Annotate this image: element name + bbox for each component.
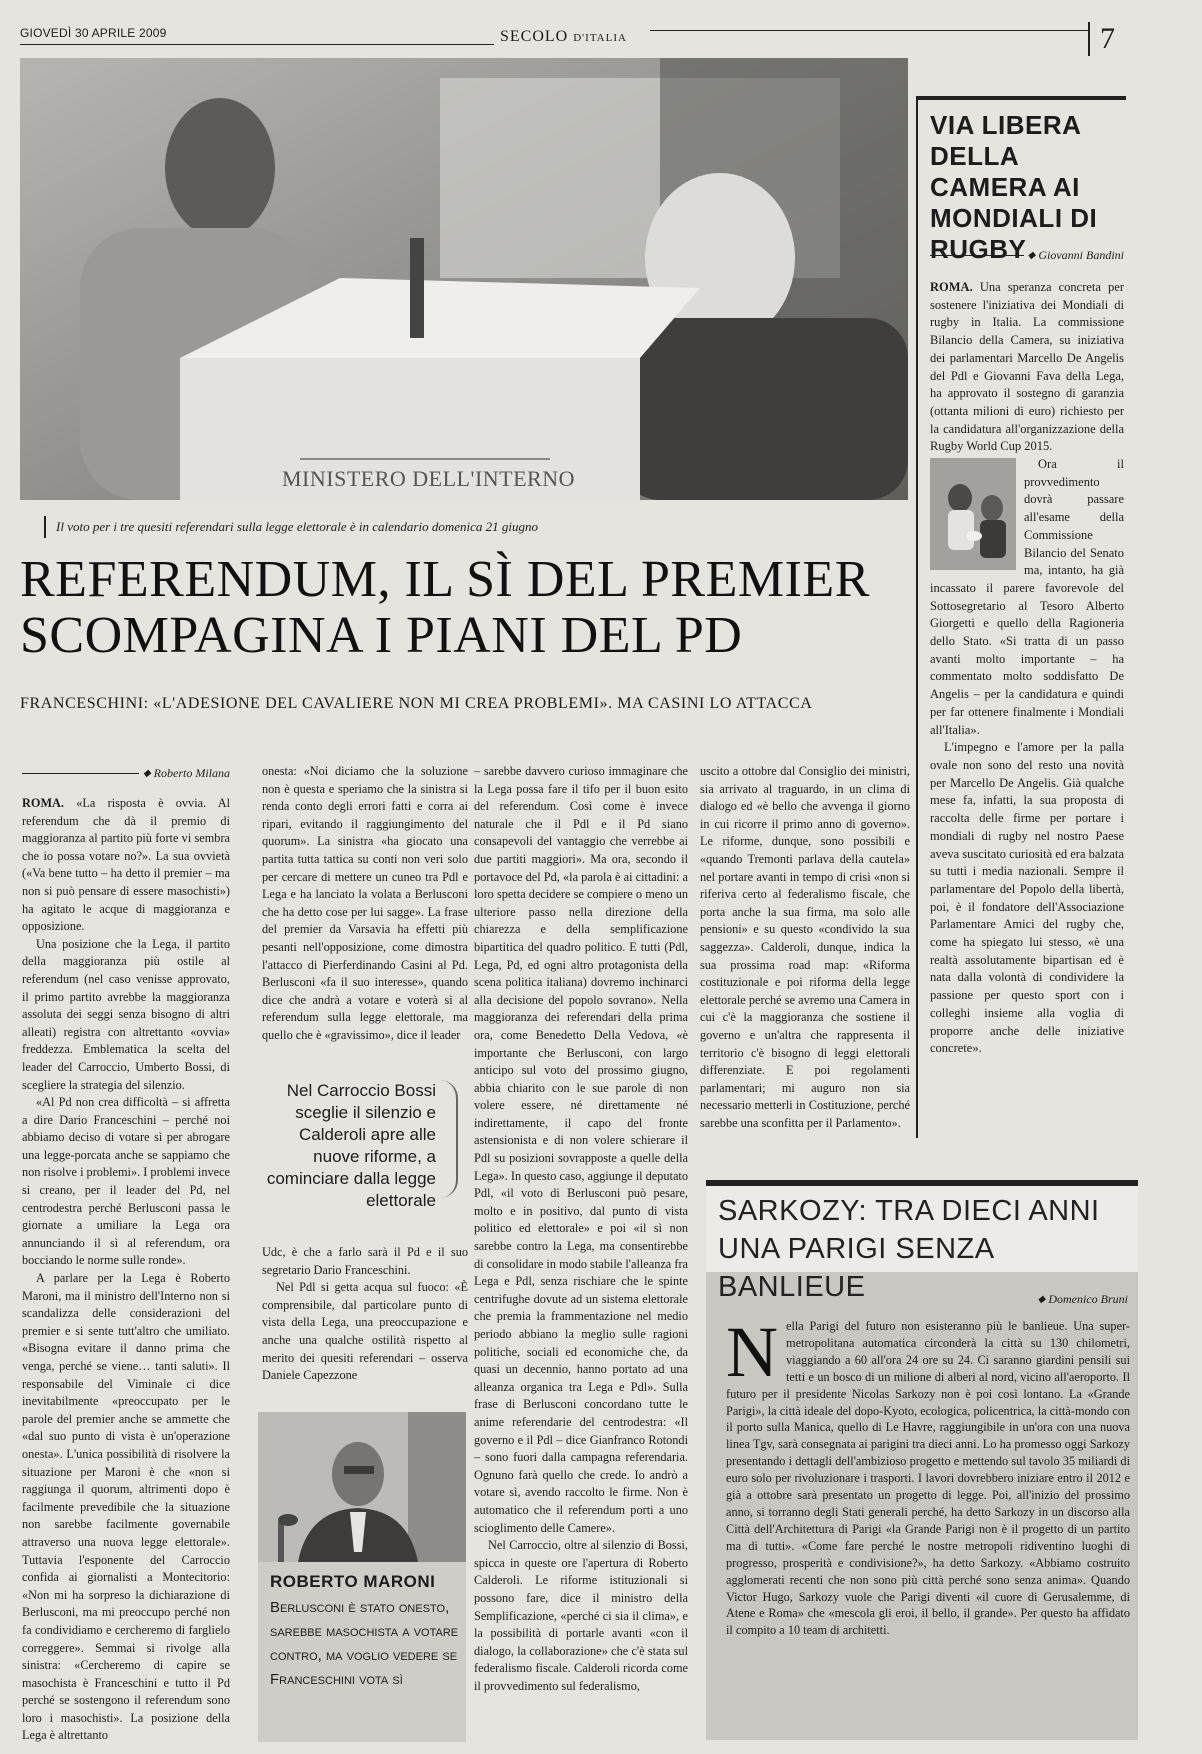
paragraph: Ora il provvedimento dovrà passare all'esame della Commissione Bilancio del Senato ma, intanto, ha già incassato il parere favorevole del Sottosegretario al Tesoro Alberto Giorgetti e quello della Ragioneria dello Stato. «Si tratta di un passo avanti molto importante – ha commentato molto soddisfatto De Angelis – per la candidatura e quindi per far ottenere finalmente i Mondiali all'Italia». xyxy=(930,457,1124,737)
maroni-portrait xyxy=(258,1412,466,1562)
sarkozy-byline xyxy=(726,1292,1128,1307)
pull-quote xyxy=(258,1080,458,1210)
paragraph: – sarebbe davvero curioso immaginare che la Lega possa fare il tifo per il buon esito del referendum. Così come è invece naturale che il Pdl e il Pd siano consapevoli del vantaggio che verrebbe ai due partiti maggiori». Ma ora, secondo il portavoce del Pd, «la parola è ai cittadini: a loro spetta decidere se compiere o meno un ulteriore passo nella direzione della chiarezza e della semplificazione bipartitica del quadro politico. E tutti (Pdl, Lega, Pd, ed ogni altro protagonista della scena politica italiana) dovremo inchinarci alla decisione del popolo sovrano». Nella maggioranza dei referendari della prima ora, come Benedetto Della Vedova, «è importante che Berlusconi, con largo anticipo sul voto del prossimo giugno, abbia chiarito con le sue parole di non volere essere, né direttamente né indirettamente, il capo del fronte astensionista e di non volere schierare il Pdl su posizioni sovrapposte a quelle della Lega». In questo caso, aggiunge il deputato Pdl, «il voto di Berlusconi può pesare, molto e in positivo, dal punto di vista politico ed elettorale» e poi «il sì non sarebbe contro la Lega, ma consentirebbe di consolidare in modo stabile l'alleanza fra Lega e Pdl, senza rischiare che le spinte centrifughe dovute ad un sistema elettorale che premia la frammentazione nel medio periodo abbiano la meglio sulle ragioni politiche, sociali ed economiche che, da quasi un decennio, hanno portato ad una alleanza organica tra Lega e Pdl». Sulla frase di Berlusconi concordano tutte le anime referendarie del centrodestra: «Il governo e il Pdl – dice Gianfranco Rotondi – sono fuori dalla campagna referendaria. Ognuno farà quello che crede. Io andrò a votare sì, avendo raccolto le firme. Non è automatico che il referendum porti a uno scioglimento delle Camere». xyxy=(474,764,688,1535)
diamond-icon: ◆ xyxy=(1037,1294,1046,1305)
paragraph: onesta: «Noi diciamo che la soluzione non è questa e speriamo che la sinistra si renda conto degli errori fatti e corra ai ripari, evitando il raggiungimento del quorum». La sinistra «ha giocato una partita tutta tattica su conti non veri solo per cercare di mettere un cuneo tra Pdl e Lega e ha lanciato la volata a Berlusconi che ha detto cose per lui sagge». La frase del premier da Varsavia ha effetti più pesanti nell'opposizione, come dimostra l'attacco di Pierferdinando Casini al Pd. Berlusconi «fa il suo interesse», quando dice che andrà a votare e voterà sì al referendum sulla legge elettorale, ma quello che è «gravissimo», dice il leader xyxy=(262,764,468,1042)
issue-date: GIOVEDÌ 30 APRILE 2009 xyxy=(20,26,167,40)
byline-rule xyxy=(930,255,1024,256)
rugby-sidebar xyxy=(916,96,1128,1136)
rugby-body xyxy=(930,279,1124,1135)
rugby-photo xyxy=(930,458,1016,570)
paragraph-text: «La risposta è ovvia. Al referendum che dà il premio di maggioranza al partito più forte vi sembra che io possa votare no?». La sua ovvietà («Va bene tutto – ha detto il premier – ma non si può pensare di essere masochisti») ha agitato le acque di maggioranza e opposizione. xyxy=(22,796,231,934)
newspaper-name-small: D'ITALIA xyxy=(573,32,627,44)
sarkozy-text: ella Parigi del futuro non esisteranno più le banlieue. Una super-metropolitana automatica circonderà la città su 130 chilometri, viaggiando a 60 all'ora 24 ore su 24. Ci saranno giardini pensili sui tetti e un bosco di un milione di alberi al nord, vicino all'aeroporto. Il futuro per il presidente Nicolas Sarkozy non è poi così lontano. La «Grande Parigi», la città ideale del dopo-Kyoto, ecologica, policentrica, la città-mondo con il porto sulla Manica, quello di Le Havre, raggiungibile in un'ora con una nuova linea Tgv, sarà consegnata ai parigini tra dieci anni. Lo ha promesso oggi Sarkozy presentando i dettagli dell'ambizioso progetto e mettendo sul tavolo 35 miliardi di euro solo per rivoluzionare i trasporti. I lavori dovrebbero iniziare entro il 2012 e già a ottobre sarà presentato un progetto di legge. Poi, all'inizio del prossimo anno, si torranno degli Stati generali perché, ha detto Sarkozy in un discorso alla Città dell'Architettura di Parigi «la Grande Parigi non è il progetto di un partito ma di tutti». «Come fare perché le nostre metropoli ridiventino luoghi di progresso, prosperità e condivisione?», ha detto Sarkozy. «Abbiamo costruito agglomerati recenti che non sono più città perché sono senza anima». Quando Victor Hugo, Sarkozy vuole che Parigi diventi «il cuore di Gerusalemme, di Atene e Roma» che «mescola gli eroi, il bello, il grande». Per questo ha affidato il compito a 10 team di architetti. xyxy=(726,1319,1130,1638)
dateline: ROMA. xyxy=(930,280,973,294)
paragraph: Una posizione che la Lega, il partito della maggioranza più ostile al referendum (nel caso venisse approvato, il primo partito avrebbe la maggioranza assoluta dei seggi senza bisogno di altri alleati) registra con altrettanto «ovvia» freddezza. Emblematica la scelta del leader del Carroccio, Umberto Bossi, di scegliere la strategia del silenzio. xyxy=(22,936,230,1092)
drop-cap: N xyxy=(726,1312,778,1392)
diamond-icon: ◆ xyxy=(142,768,151,779)
maroni-quote-box xyxy=(258,1412,466,1742)
newspaper-name xyxy=(500,28,627,46)
maroni-photo xyxy=(258,1412,466,1562)
paragraph: Nel Pdl si getta acqua sul fuoco: «È comprensibile, dal particolare punto di vista della Lega, una preoccupazione e anche una qualche ostilità rispetto al merito dei quesiti referendari – osserva Daniele Capezzone xyxy=(262,1280,468,1383)
masthead-rule-right xyxy=(650,30,1090,31)
paragraph xyxy=(22,795,230,936)
pull-quote-text: Nel Carroccio Bossi sceglie il silenzio e Calderoli apre alle nuove riforme, a cominciare dalla legge elettorale xyxy=(266,1081,436,1210)
article-column-2 xyxy=(262,763,468,1068)
paragraph: uscito a ottobre dal Consiglio dei ministri, sia arrivato al traguardo, in un clima di dialogo ed «è bello che avvenga il giorno in cui ricorre il primo anno di governo». Le riforme, dunque, sono possibili e «quando Tremonti parlava della cautela» nel portare avanti in tempo di crisi «non si riferiva certo al federalismo fiscale, che porta anche la sua firma, ma solo alle pensioni» e su questo «condivido la sua saggezza». Calderoli, dunque, indica la sua prossima road map: «Riforma costituzionale e poi riforma della legge elettorale perché se avremo una Camera in cui c'è la maggioranza che sostiene il governo e un'altra che rappresenta il territorio c'è bisogno di leggi elettorali differenziate. E poi regolamenti parlamentari; mi auguro non sia necessario metterli in Costituzione, perché sarebbe una sconfitta per il Parlamento». xyxy=(700,764,910,1130)
ballot-box-label: MINISTERO DELL'INTERNO xyxy=(282,466,575,491)
article-column-1 xyxy=(22,795,231,1743)
rugby-headline: VIA LIBERA DELLA CAMERA AI MONDIALI DI RUGBY xyxy=(930,110,1098,264)
article-column-3 xyxy=(474,763,688,1735)
masthead-rule xyxy=(20,44,494,45)
paragraph: A parlare per la Lega è Roberto Maroni, ma il ministro dell'Interno non si scandalizza delle considerazioni del premier e si sente tutt'altro che umiliato. «Bisogna evitare il danno prima che venga, perché se viene… tanti saluti». Il responsabile del Viminale ci dice inevitabilmente «preoccupato per le parole del premier anche se ammette che «dal suo punto di vista è un'operazione onesta». L'unica possibilità di risolvere la situazione per Maroni è che «non si raggiunga il quorum, altrimenti dopo è facilmente prevedibile che la situazione non sarebbe facilmente governabile attraverso una nuova legge elettorale». Tuttavia l'esponente del Carroccio confida ai giornalisti a Montecitorio: «Non mi ha sorpreso la dichiarazione di Berlusconi, ma mi preoccupo perché non fa condividiamo e cercheremo di farglielo correggere». Semmai si rivolge alla sinistra: «Cercheremo di capire se masochista è Franceschini e tutto il Pd perché se sostengono il referendum sono loro i masochisti». La posizione della Lega è altrettanto xyxy=(22,1271,230,1743)
masthead xyxy=(20,20,1120,54)
diamond-icon: ◆ xyxy=(1027,250,1036,261)
ballot-photo xyxy=(20,58,908,500)
article-byline xyxy=(22,766,230,781)
sidebar-left-rule xyxy=(916,96,918,1138)
sidebar-top-rule xyxy=(916,96,1126,100)
photo-caption: Il voto per i tre quesiti referendari sulla legge elettorale è in calendario domenica 21 giugno xyxy=(44,516,538,538)
headline-line-1: REFERENDUM, IL SÌ DEL PREMIER xyxy=(20,551,870,608)
maroni-name: ROBERTO MARONI xyxy=(270,1572,436,1591)
rugby-byline xyxy=(930,248,1124,263)
author-name: Domenico Bruni xyxy=(1048,1292,1128,1306)
article-column-2-continued xyxy=(262,1244,468,1404)
headline-line-2: SCOMPAGINA I PIANI DEL PD xyxy=(20,607,743,664)
dateline: ROMA. xyxy=(22,796,65,810)
ballot-photo-illustration xyxy=(20,58,908,500)
rugby-players-illustration xyxy=(930,458,1016,570)
sarkozy-headline-line-2: UNA PARIGI SENZA BANLIEUE xyxy=(718,1233,993,1303)
main-headline xyxy=(20,552,920,664)
paragraph: L'impegno e l'amore per la palla ovale non sono del resto una novità per Marcello De Angelis. Già qualche mese fa, infatti, la sua proposta di raccolta delle firme per portare i mondiali di rugby nel nostro Paese aveva suscitato curiosità ed era balzata su tutti i media nazionali. Sempre il parlamentare del Popolo della libertà, poi, è il fondatore dell'Associazione Parlamentare Amici del rugby che, come ha spiegato lui stesso, «è una realtà assolutamente bipartisan ed è nata dalla volontà di condividere la passione per questo sport con i colleghi insieme alla voglia di proporre anche delle iniziative concrete». xyxy=(930,740,1125,1056)
paragraph: «Al Pd non crea difficoltà – si affretta a dire Dario Franceschini – perché noi abbiamo deciso di votare sì per abrogare una legge-porcata anche se sappiamo che non risolve i problemi». I problemi invece si creano, per il leader del Pd, nel centrodestra perché Berlusconi passa le giornate a umiliare la Lega ora annunciando il sì al referendum, ora bocciando le norme sulle ronde». xyxy=(22,1095,230,1268)
sarkozy-headline xyxy=(718,1192,1138,1306)
paragraph-text: Una speranza concreta per sostenere l'iniziativa dei Mondiali di rugby in Italia. La commissione Bilancio della Camera, su iniziativa dei parlamentari Marcello De Angelis del Pdl e Giovanni Fava della Lega, ha approvato il sostegno di garanzia (ottanta milioni di euro) richiesto per la candidatura all'organizzazione della Rugby World Cup 2015. xyxy=(930,280,1125,454)
byline-rule xyxy=(22,773,139,774)
sarkozy-box xyxy=(706,1180,1138,1740)
author-name: Roberto Milana xyxy=(153,766,230,780)
sarkozy-headline-line-1: SARKOZY: TRA DIECI ANNI xyxy=(718,1195,1100,1227)
subheadline: FRANCESCHINI: «L'ADESIONE DEL CAVALIERE NON MI CREA PROBLEMI». MA CASINI LO ATTACCA xyxy=(20,695,813,712)
author-name: Giovanni Bandini xyxy=(1038,248,1124,262)
article-column-4 xyxy=(700,763,910,1158)
newspaper-name-main: SECOLO xyxy=(500,28,569,45)
brace-icon xyxy=(440,1080,458,1198)
maroni-quote: Berlusconi è stato onesto, sarebbe masochista a votare contro, ma voglio vedere se Franceschini vota sì xyxy=(270,1599,459,1688)
paragraph xyxy=(930,279,1124,456)
sarkozy-body xyxy=(726,1312,1130,1734)
paragraph: Nel Carroccio, oltre al silenzio di Bossi, spicca in queste ore l'apertura di Roberto Calderoli. Le riforme istituzionali si possono fare, dice il ministro della Semplificazione, «perché ci sia il clima», e la possibilità di portarle avanti «con il dialogo, la collaborazione» che c'è stata sul federalismo fiscale. Calderoli ricorda come il provvedimento sul federalismo, xyxy=(474,1538,688,1693)
page-number: 7 xyxy=(1088,22,1115,56)
paragraph: Udc, è che a farlo sarà il Pd e il suo segretario Dario Franceschini. xyxy=(262,1245,468,1277)
byline-spacer xyxy=(726,1299,1034,1300)
